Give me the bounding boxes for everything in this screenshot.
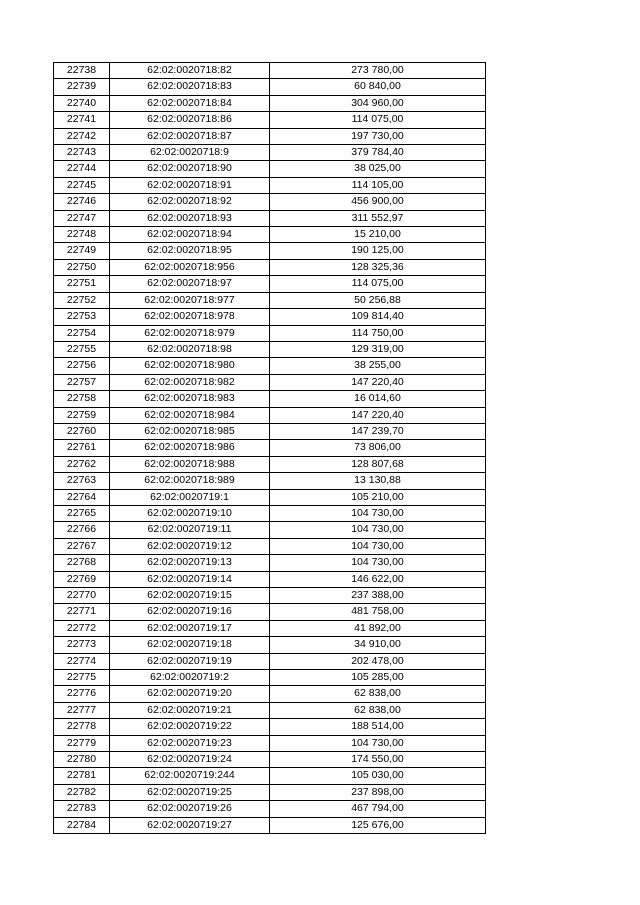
- value-cell: 15 210,00: [270, 227, 486, 243]
- cadastral-number-cell: 62:02:0020718:989: [110, 473, 270, 489]
- cadastral-number-cell: 62:02:0020718:82: [110, 63, 270, 79]
- cadastral-number-cell: 62:02:0020718:977: [110, 292, 270, 308]
- cadastral-number-cell: 62:02:0020718:92: [110, 194, 270, 210]
- table-row: [54, 95, 486, 111]
- row-number-cell: 22779: [54, 735, 110, 751]
- row-number-cell: 22739: [54, 79, 110, 95]
- cadastral-number-cell: 62:02:0020719:15: [110, 588, 270, 604]
- cadastral-number-cell: 62:02:0020718:982: [110, 374, 270, 390]
- cadastral-number-cell: 62:02:0020718:93: [110, 210, 270, 226]
- table-row: [54, 817, 486, 833]
- row-number-cell: 22738: [54, 63, 110, 79]
- value-cell: 104 730,00: [270, 555, 486, 571]
- cadastral-number-cell: 62:02:0020718:94: [110, 227, 270, 243]
- value-cell: 273 780,00: [270, 63, 486, 79]
- cadastral-value-table: [53, 62, 486, 834]
- row-number-cell: 22770: [54, 588, 110, 604]
- table-row: [54, 112, 486, 128]
- table-row: [54, 161, 486, 177]
- value-cell: 237 388,00: [270, 588, 486, 604]
- table-row: [54, 571, 486, 587]
- cadastral-number-cell: 62:02:0020719:24: [110, 752, 270, 768]
- row-number-cell: 22781: [54, 768, 110, 784]
- cadastral-number-cell: 62:02:0020719:27: [110, 817, 270, 833]
- value-cell: 105 210,00: [270, 489, 486, 505]
- cadastral-number-cell: 62:02:0020718:984: [110, 407, 270, 423]
- table-row: [54, 79, 486, 95]
- table-row: [54, 358, 486, 374]
- table-row: [54, 653, 486, 669]
- cadastral-number-cell: 62:02:0020719:20: [110, 686, 270, 702]
- row-number-cell: 22746: [54, 194, 110, 210]
- cadastral-number-cell: 62:02:0020719:11: [110, 522, 270, 538]
- value-cell: 146 622,00: [270, 571, 486, 587]
- table-row: [54, 784, 486, 800]
- row-number-cell: 22778: [54, 719, 110, 735]
- cadastral-number-cell: 62:02:0020719:18: [110, 637, 270, 653]
- value-cell: 104 730,00: [270, 505, 486, 521]
- row-number-cell: 22773: [54, 637, 110, 653]
- row-number-cell: 22782: [54, 784, 110, 800]
- row-number-cell: 22764: [54, 489, 110, 505]
- value-cell: 147 220,40: [270, 407, 486, 423]
- table-row: [54, 276, 486, 292]
- table-row: [54, 456, 486, 472]
- table-row: [54, 325, 486, 341]
- row-number-cell: 22756: [54, 358, 110, 374]
- row-number-cell: 22753: [54, 309, 110, 325]
- value-cell: 13 130,88: [270, 473, 486, 489]
- cadastral-number-cell: 62:02:0020719:10: [110, 505, 270, 521]
- row-number-cell: 22762: [54, 456, 110, 472]
- row-number-cell: 22777: [54, 702, 110, 718]
- table-row: [54, 735, 486, 751]
- cadastral-number-cell: 62:02:0020719:23: [110, 735, 270, 751]
- cadastral-number-cell: 62:02:0020718:983: [110, 391, 270, 407]
- value-cell: 62 838,00: [270, 702, 486, 718]
- cadastral-number-cell: 62:02:0020719:13: [110, 555, 270, 571]
- cadastral-number-cell: 62:02:0020718:84: [110, 95, 270, 111]
- row-number-cell: 22751: [54, 276, 110, 292]
- row-number-cell: 22748: [54, 227, 110, 243]
- row-number-cell: 22747: [54, 210, 110, 226]
- value-cell: 34 910,00: [270, 637, 486, 653]
- value-cell: 456 900,00: [270, 194, 486, 210]
- table-row: [54, 227, 486, 243]
- table-row: [54, 637, 486, 653]
- cadastral-number-cell: 62:02:0020718:9: [110, 145, 270, 161]
- table-row: [54, 259, 486, 275]
- value-cell: 147 239,70: [270, 423, 486, 439]
- cadastral-number-cell: 62:02:0020718:985: [110, 423, 270, 439]
- value-cell: 114 075,00: [270, 276, 486, 292]
- row-number-cell: 22783: [54, 801, 110, 817]
- table-row: [54, 505, 486, 521]
- row-number-cell: 22780: [54, 752, 110, 768]
- table-row: [54, 194, 486, 210]
- row-number-cell: 22769: [54, 571, 110, 587]
- row-number-cell: 22763: [54, 473, 110, 489]
- value-cell: 41 892,00: [270, 620, 486, 636]
- value-cell: 104 730,00: [270, 538, 486, 554]
- value-cell: 38 255,00: [270, 358, 486, 374]
- cadastral-number-cell: 62:02:0020718:986: [110, 440, 270, 456]
- table-row: [54, 801, 486, 817]
- table-row: [54, 391, 486, 407]
- value-cell: 109 814,40: [270, 309, 486, 325]
- cadastral-number-cell: 62:02:0020719:1: [110, 489, 270, 505]
- cadastral-number-cell: 62:02:0020718:97: [110, 276, 270, 292]
- row-number-cell: 22745: [54, 177, 110, 193]
- value-cell: 467 794,00: [270, 801, 486, 817]
- table-row: [54, 177, 486, 193]
- table-row: [54, 309, 486, 325]
- cadastral-number-cell: 62:02:0020719:14: [110, 571, 270, 587]
- value-cell: 128 807,68: [270, 456, 486, 472]
- value-cell: 16 014,60: [270, 391, 486, 407]
- row-number-cell: 22774: [54, 653, 110, 669]
- table-row: [54, 702, 486, 718]
- row-number-cell: 22741: [54, 112, 110, 128]
- table-row: [54, 440, 486, 456]
- row-number-cell: 22744: [54, 161, 110, 177]
- cadastral-number-cell: 62:02:0020719:19: [110, 653, 270, 669]
- row-number-cell: 22760: [54, 423, 110, 439]
- table-row: [54, 768, 486, 784]
- value-cell: 129 319,00: [270, 341, 486, 357]
- cadastral-number-cell: 62:02:0020718:98: [110, 341, 270, 357]
- row-number-cell: 22776: [54, 686, 110, 702]
- value-cell: 114 075,00: [270, 112, 486, 128]
- row-number-cell: 22743: [54, 145, 110, 161]
- table-row: [54, 473, 486, 489]
- table-row: [54, 620, 486, 636]
- value-cell: 60 840,00: [270, 79, 486, 95]
- value-cell: 481 758,00: [270, 604, 486, 620]
- value-cell: 311 552,97: [270, 210, 486, 226]
- value-cell: 304 960,00: [270, 95, 486, 111]
- row-number-cell: 22754: [54, 325, 110, 341]
- table-row: [54, 292, 486, 308]
- table-row: [54, 210, 486, 226]
- value-cell: 147 220,40: [270, 374, 486, 390]
- row-number-cell: 22757: [54, 374, 110, 390]
- row-number-cell: 22772: [54, 620, 110, 636]
- table-row: [54, 407, 486, 423]
- row-number-cell: 22768: [54, 555, 110, 571]
- cadastral-number-cell: 62:02:0020718:83: [110, 79, 270, 95]
- table-row: [54, 243, 486, 259]
- value-cell: 105 030,00: [270, 768, 486, 784]
- value-cell: 125 676,00: [270, 817, 486, 833]
- table-row: [54, 588, 486, 604]
- cadastral-number-cell: 62:02:0020718:978: [110, 309, 270, 325]
- value-cell: 128 325,36: [270, 259, 486, 275]
- table-row: [54, 670, 486, 686]
- value-cell: 190 125,00: [270, 243, 486, 259]
- table-row: [54, 555, 486, 571]
- value-cell: 73 806,00: [270, 440, 486, 456]
- table-row: [54, 522, 486, 538]
- table-row: [54, 63, 486, 79]
- table-row: [54, 374, 486, 390]
- table-body: [54, 63, 486, 834]
- value-cell: 188 514,00: [270, 719, 486, 735]
- value-cell: 104 730,00: [270, 735, 486, 751]
- row-number-cell: 22758: [54, 391, 110, 407]
- row-number-cell: 22775: [54, 670, 110, 686]
- value-cell: 379 784,40: [270, 145, 486, 161]
- cadastral-number-cell: 62:02:0020719:12: [110, 538, 270, 554]
- value-cell: 105 285,00: [270, 670, 486, 686]
- value-cell: 197 730,00: [270, 128, 486, 144]
- table-row: [54, 489, 486, 505]
- table-row: [54, 145, 486, 161]
- row-number-cell: 22767: [54, 538, 110, 554]
- table-row: [54, 538, 486, 554]
- cadastral-number-cell: 62:02:0020718:988: [110, 456, 270, 472]
- cadastral-number-cell: 62:02:0020718:980: [110, 358, 270, 374]
- table-row: [54, 604, 486, 620]
- row-number-cell: 22749: [54, 243, 110, 259]
- cadastral-number-cell: 62:02:0020719:17: [110, 620, 270, 636]
- cadastral-number-cell: 62:02:0020718:956: [110, 259, 270, 275]
- row-number-cell: 22742: [54, 128, 110, 144]
- table-row: [54, 423, 486, 439]
- row-number-cell: 22761: [54, 440, 110, 456]
- value-cell: 62 838,00: [270, 686, 486, 702]
- table-row: [54, 341, 486, 357]
- cadastral-number-cell: 62:02:0020718:91: [110, 177, 270, 193]
- row-number-cell: 22771: [54, 604, 110, 620]
- value-cell: 114 105,00: [270, 177, 486, 193]
- value-cell: 114 750,00: [270, 325, 486, 341]
- cadastral-number-cell: 62:02:0020719:22: [110, 719, 270, 735]
- cadastral-number-cell: 62:02:0020719:16: [110, 604, 270, 620]
- row-number-cell: 22740: [54, 95, 110, 111]
- value-cell: 50 256,88: [270, 292, 486, 308]
- cadastral-number-cell: 62:02:0020718:90: [110, 161, 270, 177]
- cadastral-number-cell: 62:02:0020718:86: [110, 112, 270, 128]
- row-number-cell: 22752: [54, 292, 110, 308]
- row-number-cell: 22766: [54, 522, 110, 538]
- row-number-cell: 22765: [54, 505, 110, 521]
- cadastral-number-cell: 62:02:0020719:25: [110, 784, 270, 800]
- cadastral-number-cell: 62:02:0020719:244: [110, 768, 270, 784]
- value-cell: 237 898,00: [270, 784, 486, 800]
- cadastral-number-cell: 62:02:0020719:21: [110, 702, 270, 718]
- cadastral-number-cell: 62:02:0020719:2: [110, 670, 270, 686]
- row-number-cell: 22759: [54, 407, 110, 423]
- table-row: [54, 752, 486, 768]
- table-row: [54, 686, 486, 702]
- value-cell: 174 550,00: [270, 752, 486, 768]
- table-row: [54, 719, 486, 735]
- cadastral-number-cell: 62:02:0020719:26: [110, 801, 270, 817]
- value-cell: 104 730,00: [270, 522, 486, 538]
- cadastral-number-cell: 62:02:0020718:979: [110, 325, 270, 341]
- row-number-cell: 22755: [54, 341, 110, 357]
- row-number-cell: 22784: [54, 817, 110, 833]
- cadastral-number-cell: 62:02:0020718:87: [110, 128, 270, 144]
- value-cell: 38 025,00: [270, 161, 486, 177]
- cadastral-number-cell: 62:02:0020718:95: [110, 243, 270, 259]
- value-cell: 202 478,00: [270, 653, 486, 669]
- table-row: [54, 128, 486, 144]
- row-number-cell: 22750: [54, 259, 110, 275]
